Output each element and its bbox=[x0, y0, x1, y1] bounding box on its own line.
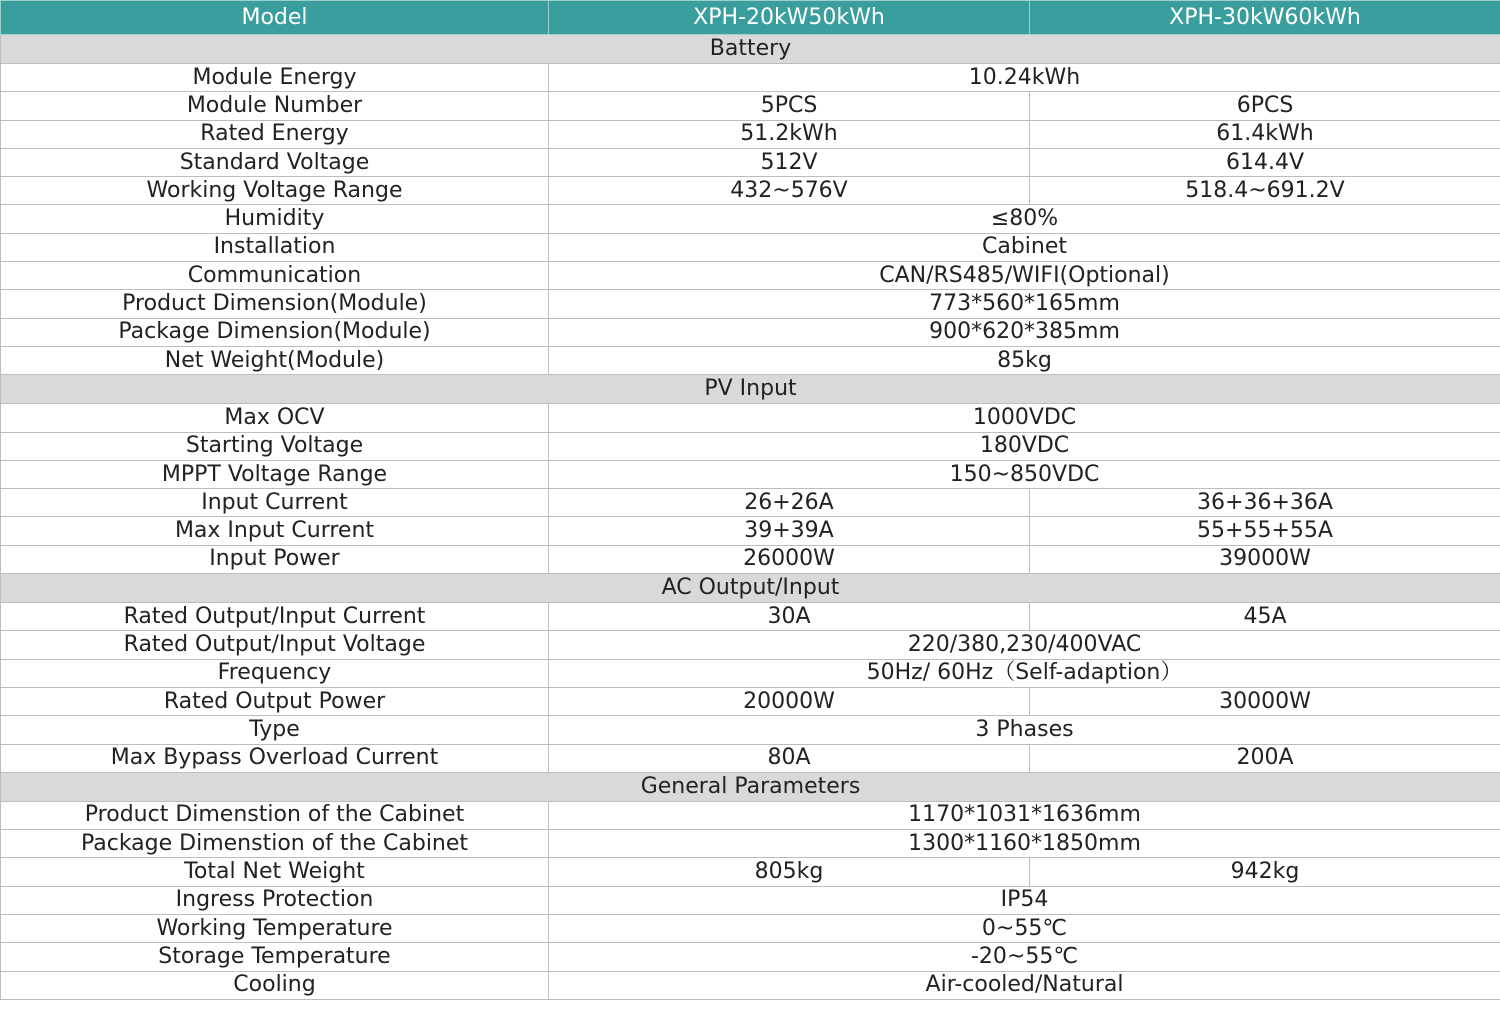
table-row bbox=[1, 631, 1500, 659]
row-label: Module Energy bbox=[1, 64, 549, 92]
row-value-model-b: 36+36+36A bbox=[1030, 489, 1500, 517]
row-label: Installation bbox=[1, 233, 549, 261]
row-value-shared: 50Hz/ 60Hz（Self-adaption） bbox=[549, 659, 1500, 687]
section-title: Battery bbox=[1, 35, 1500, 64]
row-value-shared: 85kg bbox=[549, 346, 1500, 374]
row-label: Communication bbox=[1, 262, 549, 290]
table-row bbox=[1, 943, 1500, 971]
row-value-model-b: 6PCS bbox=[1030, 92, 1500, 120]
row-value-shared: 773*560*165mm bbox=[549, 290, 1500, 318]
table-row bbox=[1, 205, 1500, 233]
section-title: AC Output/Input bbox=[1, 574, 1500, 603]
row-label: Total Net Weight bbox=[1, 858, 549, 886]
section-header-row bbox=[1, 375, 1500, 404]
row-value-shared: CAN/RS485/WIFI(Optional) bbox=[549, 262, 1500, 290]
table-row bbox=[1, 318, 1500, 346]
table-row bbox=[1, 346, 1500, 374]
row-value-shared: -20~55℃ bbox=[549, 943, 1500, 971]
row-value-model-b: 55+55+55A bbox=[1030, 517, 1500, 545]
row-value-model-a: 805kg bbox=[549, 858, 1030, 886]
row-value-shared: 900*620*385mm bbox=[549, 318, 1500, 346]
row-value-model-a: 5PCS bbox=[549, 92, 1030, 120]
row-label: Product Dimension(Module) bbox=[1, 290, 549, 318]
row-value-shared: ≤80% bbox=[549, 205, 1500, 233]
table-row bbox=[1, 886, 1500, 914]
section-header-row bbox=[1, 574, 1500, 603]
table-row bbox=[1, 460, 1500, 488]
row-value-shared: 1170*1031*1636mm bbox=[549, 801, 1500, 829]
row-value-shared: IP54 bbox=[549, 886, 1500, 914]
row-value-shared: Air-cooled/Natural bbox=[549, 971, 1500, 999]
table-row bbox=[1, 489, 1500, 517]
row-value-model-b: 942kg bbox=[1030, 858, 1500, 886]
row-label: Rated Energy bbox=[1, 120, 549, 148]
row-label: Net Weight(Module) bbox=[1, 346, 549, 374]
table-row bbox=[1, 716, 1500, 744]
row-value-model-a: 51.2kWh bbox=[549, 120, 1030, 148]
row-value-shared: 220/380,230/400VAC bbox=[549, 631, 1500, 659]
table-header bbox=[1, 1, 1500, 35]
row-value-shared: Cabinet bbox=[549, 233, 1500, 261]
row-label: Max Input Current bbox=[1, 517, 549, 545]
row-value-model-b: 61.4kWh bbox=[1030, 120, 1500, 148]
row-label: Input Current bbox=[1, 489, 549, 517]
table-row bbox=[1, 517, 1500, 545]
row-value-shared: 1300*1160*1850mm bbox=[549, 830, 1500, 858]
row-value-model-b: 39000W bbox=[1030, 545, 1500, 573]
row-label: Rated Output Power bbox=[1, 687, 549, 715]
row-value-model-a: 512V bbox=[549, 148, 1030, 176]
row-value-model-a: 26+26A bbox=[549, 489, 1030, 517]
row-value-shared: 1000VDC bbox=[549, 404, 1500, 432]
table-row bbox=[1, 659, 1500, 687]
row-value-model-a: 80A bbox=[549, 744, 1030, 772]
row-value-model-a: 26000W bbox=[549, 545, 1030, 573]
table-row bbox=[1, 404, 1500, 432]
row-value-shared: 180VDC bbox=[549, 432, 1500, 460]
row-label: Type bbox=[1, 716, 549, 744]
header-model-a: XPH-20kW50kWh bbox=[549, 1, 1030, 35]
row-value-model-a: 20000W bbox=[549, 687, 1030, 715]
table-row bbox=[1, 545, 1500, 573]
row-value-shared: 3 Phases bbox=[549, 716, 1500, 744]
header-row bbox=[1, 1, 1500, 35]
table-row bbox=[1, 290, 1500, 318]
row-value-model-b: 518.4~691.2V bbox=[1030, 177, 1500, 205]
row-value-shared: 10.24kWh bbox=[549, 64, 1500, 92]
row-label: Rated Output/Input Current bbox=[1, 603, 549, 631]
table-row bbox=[1, 744, 1500, 772]
row-label: Humidity bbox=[1, 205, 549, 233]
row-label: Starting Voltage bbox=[1, 432, 549, 460]
table-body bbox=[1, 35, 1500, 1000]
row-label: Ingress Protection bbox=[1, 886, 549, 914]
table-row bbox=[1, 64, 1500, 92]
table-row bbox=[1, 177, 1500, 205]
row-label: Frequency bbox=[1, 659, 549, 687]
row-label: Input Power bbox=[1, 545, 549, 573]
table-row bbox=[1, 915, 1500, 943]
section-title: General Parameters bbox=[1, 772, 1500, 801]
row-label: Product Dimenstion of the Cabinet bbox=[1, 801, 549, 829]
table-row bbox=[1, 858, 1500, 886]
section-header-row bbox=[1, 35, 1500, 64]
table-row bbox=[1, 233, 1500, 261]
table-row bbox=[1, 120, 1500, 148]
row-label: Module Number bbox=[1, 92, 549, 120]
header-model: Model bbox=[1, 1, 549, 35]
table-row bbox=[1, 603, 1500, 631]
header-model-b: XPH-30kW60kWh bbox=[1030, 1, 1500, 35]
row-value-model-a: 432~576V bbox=[549, 177, 1030, 205]
row-label: Cooling bbox=[1, 971, 549, 999]
row-value-shared: 150~850VDC bbox=[549, 460, 1500, 488]
row-label: Package Dimension(Module) bbox=[1, 318, 549, 346]
section-title: PV Input bbox=[1, 375, 1500, 404]
row-value-model-b: 614.4V bbox=[1030, 148, 1500, 176]
row-label: Max Bypass Overload Current bbox=[1, 744, 549, 772]
section-header-row bbox=[1, 772, 1500, 801]
row-value-model-b: 30000W bbox=[1030, 687, 1500, 715]
table-row bbox=[1, 92, 1500, 120]
table-row bbox=[1, 148, 1500, 176]
table-row bbox=[1, 262, 1500, 290]
table-row bbox=[1, 830, 1500, 858]
row-label: Standard Voltage bbox=[1, 148, 549, 176]
row-value-model-b: 45A bbox=[1030, 603, 1500, 631]
row-value-shared: 0~55℃ bbox=[549, 915, 1500, 943]
table-row bbox=[1, 687, 1500, 715]
row-value-model-b: 200A bbox=[1030, 744, 1500, 772]
row-value-model-a: 39+39A bbox=[549, 517, 1030, 545]
row-label: Storage Temperature bbox=[1, 943, 549, 971]
row-label: Working Temperature bbox=[1, 915, 549, 943]
table-row bbox=[1, 801, 1500, 829]
table-row bbox=[1, 432, 1500, 460]
row-label: Max OCV bbox=[1, 404, 549, 432]
row-label: Working Voltage Range bbox=[1, 177, 549, 205]
row-label: Package Dimenstion of the Cabinet bbox=[1, 830, 549, 858]
row-label: MPPT Voltage Range bbox=[1, 460, 549, 488]
table-row bbox=[1, 971, 1500, 999]
row-label: Rated Output/Input Voltage bbox=[1, 631, 549, 659]
row-value-model-a: 30A bbox=[549, 603, 1030, 631]
